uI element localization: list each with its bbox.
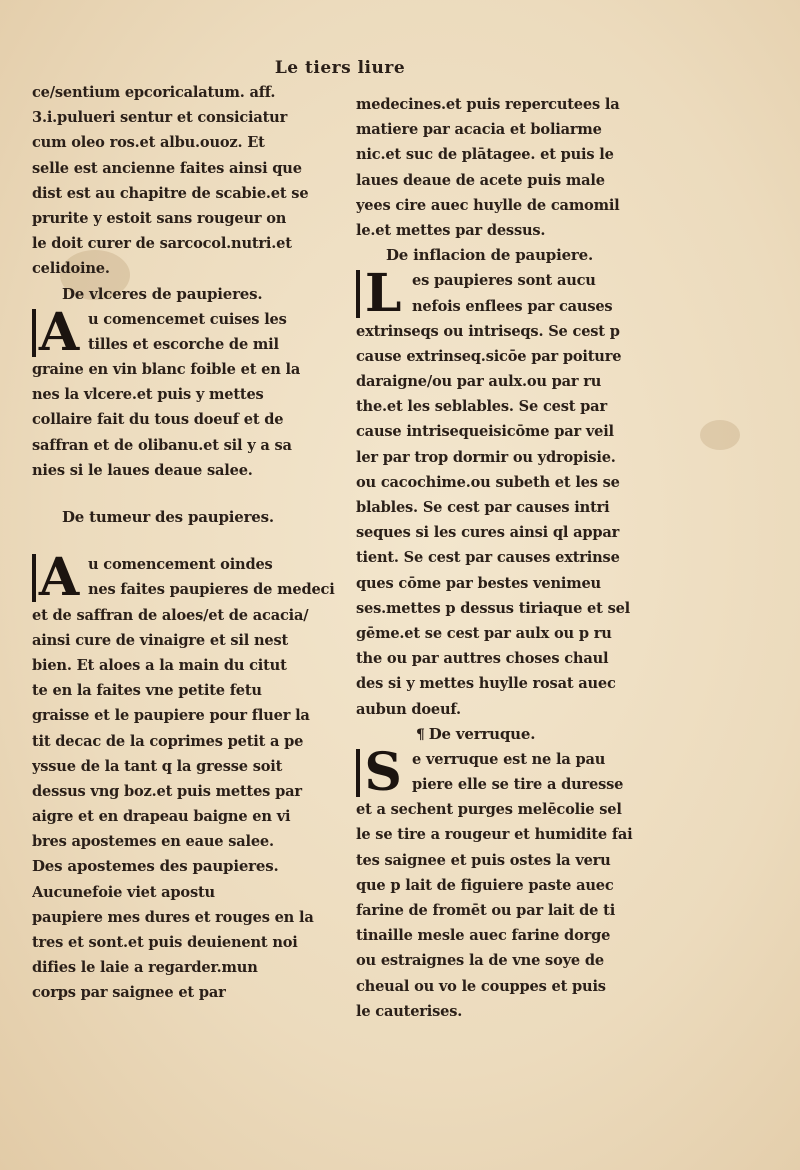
text-line: ou cacochime.ou subeth et les se xyxy=(356,473,620,491)
text-line: farine de fromēt ou par lait de ti xyxy=(356,902,616,919)
text-line: bres apostemes en eaue salee. xyxy=(32,833,274,851)
text-line: le doit curer de sarcocol.nutri.et xyxy=(32,235,292,253)
text-line: cum oleo ros.et albu.ouoz. Et xyxy=(32,134,265,152)
text-line: ler par trop dormir ou ydropisie. xyxy=(356,448,616,466)
text-line: bien. Et aloes a la main du citut xyxy=(32,656,287,674)
text-line: ou estraignes la de vne soye de xyxy=(356,952,604,970)
text-line: nes la vlcere.et puis y mettes xyxy=(32,386,264,404)
section-heading: De inflacion de paupiere. xyxy=(386,246,593,265)
drop-cap: S xyxy=(356,749,406,797)
text-line: prurite y estoit sans rougeur on xyxy=(32,209,287,227)
text-line: e verruque est ne la pau xyxy=(412,750,606,768)
paragraph xyxy=(356,92,678,243)
text-line: blables. Se cest par causes intri xyxy=(356,499,610,516)
text-line: extrinseqs ou intriseqs. Se cest p xyxy=(356,322,620,340)
text-line: que p lait de figuiere paste auec xyxy=(356,876,614,894)
paragraph-mark-icon: ¶ xyxy=(416,726,425,743)
text-line: gēme.et se cest par aulx ou p ru xyxy=(356,624,612,642)
text-line: te en la faites vne petite fetu xyxy=(32,682,262,700)
section-heading: Des apostemes des paupieres. xyxy=(32,857,279,876)
drop-cap: A xyxy=(32,554,82,602)
text-line: difies le laie a regarder.mun xyxy=(32,959,258,977)
text-line: graisse et le paupiere pour fluer la xyxy=(32,707,310,725)
text-line: the ou par auttres choses chaul xyxy=(356,650,609,668)
text-line: paupiere mes dures et rouges en la xyxy=(32,908,314,926)
text-line: the.et les seblables. Se cest par xyxy=(356,398,607,416)
drop-cap: A xyxy=(32,309,82,357)
text-line: 3.i.pulueri sentur et consiciatur xyxy=(32,109,288,127)
section-heading: De tumeur des paupieres. xyxy=(62,508,274,526)
text-line: medecines.et puis repercutees la xyxy=(356,96,620,113)
text-line: matiere par acacia et boliarme xyxy=(356,121,602,139)
section-heading: De vlceres de paupieres. xyxy=(62,284,263,303)
text-line: nic.et suc de plātagee. et puis le xyxy=(356,146,614,164)
text-line: selle est ancienne faites ainsi que xyxy=(32,159,302,177)
text-line: es paupieres sont aucu xyxy=(412,272,596,290)
right-column xyxy=(356,92,678,1024)
text-line: collaire fait du tous doeuf et de xyxy=(32,411,284,429)
text-line: nes faites paupieres de medeci xyxy=(88,581,335,599)
text-line: piere elle se tire a duresse xyxy=(412,776,624,794)
paper-stain xyxy=(700,420,740,450)
text-line: daraigne/ou par aulx.ou par ru xyxy=(356,373,602,391)
text-line: nefois enflees par causes xyxy=(412,297,613,315)
drop-cap: L xyxy=(356,270,406,318)
text-line: tres et sont.et puis deuienent noi xyxy=(32,934,298,951)
text-line: graine en vin blanc foible et en la xyxy=(32,361,301,379)
text-line: ques cōme par bestes venimeu xyxy=(356,574,601,592)
section-heading xyxy=(356,722,678,747)
text-line: cause intrisequeisicōme par veil xyxy=(356,423,614,441)
text-line: celidoine. xyxy=(32,260,110,278)
text-line: aigre et en drapeau baigne en vi xyxy=(32,808,291,826)
paragraph xyxy=(32,547,342,854)
text-line: le se tire a rougeur et humidite fai xyxy=(356,826,633,844)
text-line: seques si les cures ainsi ql appar xyxy=(356,524,620,542)
paragraph xyxy=(356,263,678,721)
text-line: tinaille mesle auec farine dorge xyxy=(356,927,611,945)
text-line: tes saignee et puis ostes la veru xyxy=(356,851,611,869)
text-line: des si y mettes huylle rosat auec xyxy=(356,675,616,693)
text-line: cause extrinseq.sicōe par poiture xyxy=(356,347,622,365)
text-line: dist est au chapitre de scabie.et se xyxy=(32,184,309,202)
left-column xyxy=(32,80,342,1006)
section-heading-label: De verruque. xyxy=(428,724,536,743)
text-line: tilles et escorche de mil xyxy=(88,335,279,353)
text-line: ainsi cure de vinaigre et sil nest xyxy=(32,631,289,649)
text-line: Aucunefoie viet apostu xyxy=(32,883,215,901)
text-line: et a sechent purges melēcolie sel xyxy=(356,801,622,819)
text-line: aubun doeuf. xyxy=(356,700,461,718)
text-line: corps par saignee et par xyxy=(32,984,226,1002)
text-line: laues deaue de acete puis male xyxy=(356,171,605,189)
paragraph xyxy=(32,301,342,483)
text-line: le cauterises. xyxy=(356,1002,463,1020)
text-line: et de saffran de aloes/et de acacia/ xyxy=(32,606,309,624)
text-line: saffran et de olibanu.et sil y a sa xyxy=(32,436,292,454)
text-line: yees cire auec huylle de camomil xyxy=(356,196,620,214)
text-line: nies si le laues deaue salee. xyxy=(32,461,253,479)
text-line: ses.mettes p dessus tiriaque et sel xyxy=(356,599,631,617)
text-line: tient. Se cest par causes extrinse xyxy=(356,549,620,567)
running-head: Le tiers liure xyxy=(274,58,406,78)
text-line: tit decac de la coprimes petit a pe xyxy=(32,732,304,750)
text-line: u comencement oindes xyxy=(88,556,273,574)
text-line: ce/sentium epcoricalatum. aff. xyxy=(32,84,276,101)
text-line: cheual ou vo le couppes et puis xyxy=(356,977,606,995)
text-line: dessus vng boz.et puis mettes par xyxy=(32,782,302,800)
text-line: u comencemet cuises les xyxy=(88,310,287,328)
text-line: yssue de la tant q la gresse soit xyxy=(32,757,283,775)
text-block xyxy=(32,80,342,282)
paragraph xyxy=(356,741,678,1024)
paragraph xyxy=(32,880,342,1006)
text-line: le.et mettes par dessus. xyxy=(356,221,546,239)
